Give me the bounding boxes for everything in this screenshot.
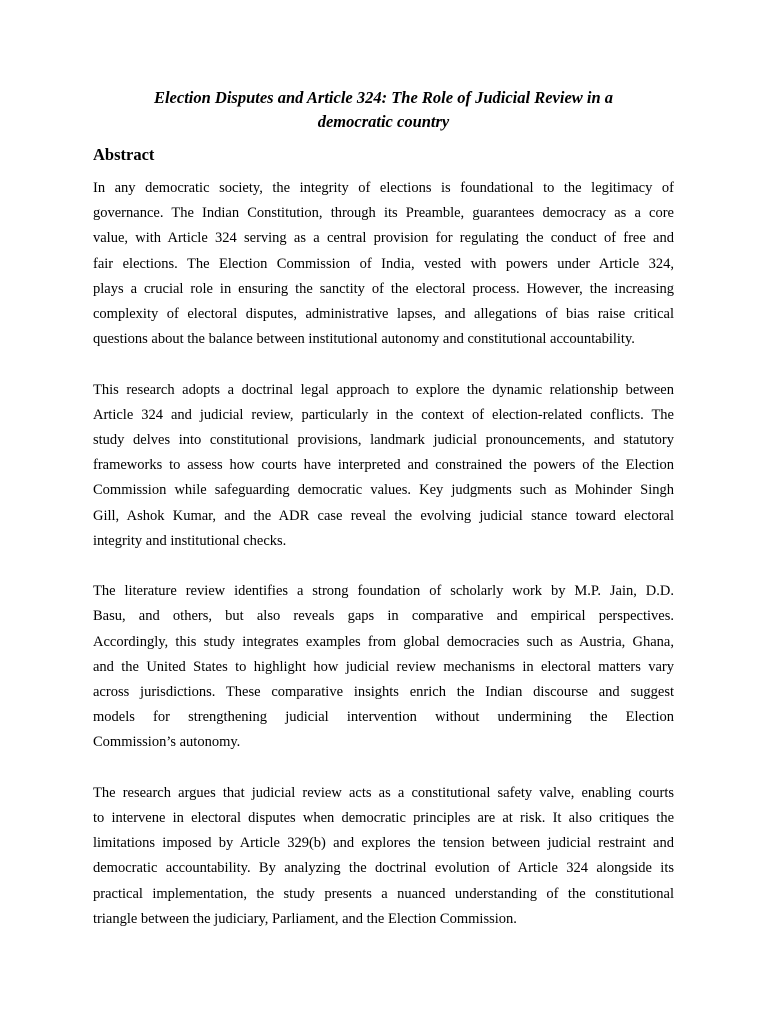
paragraph-line: In any democratic society, the integrity of elections is foundational to the legitimacy of [93, 180, 674, 196]
paragraph-line: fair elections. The Election Commission of India, vested with powers under Article 324, [93, 255, 674, 272]
paragraph-line: frameworks to assess how courts have interpreted and constrained the powers of the Election [93, 457, 674, 474]
paragraph-line: Gill, Ashok Kumar, and the ADR case reveal the evolving judicial stance toward electoral [93, 507, 674, 524]
abstract-body [93, 176, 674, 932]
paragraph-line: This research adopts a doctrinal legal approach to explore the dynamic relationship between [93, 381, 674, 398]
paragraph-line: Commission while safeguarding democratic values. Key judgments such as Mohinder Singh [93, 482, 674, 499]
paragraph-line: Commission’s autonomy. [93, 734, 241, 751]
paragraph-line: The research argues that judicial review acts as a constitutional safety valve, enabling courts [93, 784, 674, 801]
paragraph-line: questions about the balance between institutional autonomy and constitutional accountability. [93, 331, 635, 348]
paragraph-line: limitations imposed by Article 329(b) and explores the tension between judicial restraint and [93, 835, 674, 852]
paragraph-line: to intervene in electoral disputes when democratic principles are at risk. It also critiques the [93, 810, 674, 827]
document-page [93, 86, 674, 932]
abstract-heading: Abstract [93, 145, 155, 164]
paragraph-line: models for strengthening judicial intervention without undermining the Election [93, 709, 674, 726]
paragraph-line: Basu, and others, but also reveals gaps in comparative and empirical perspectives. [93, 608, 674, 625]
title-line-2: democratic country [317, 112, 450, 131]
abstract-paragraph-2 [93, 378, 674, 554]
document-title [93, 86, 674, 134]
paragraph-line: Accordingly, this study integrates examples from global democracies such as Austria, Ghana, [93, 633, 674, 650]
paragraph-line: practical implementation, the study presents a nuanced understanding of the constitutional [93, 885, 674, 902]
abstract-paragraph-1 [93, 176, 674, 352]
paragraph-line: plays a crucial role in ensuring the sanctity of the electoral process. However, the increasing [93, 280, 674, 297]
paragraph-line: complexity of electoral disputes, administrative lapses, and allegations of bias raise critical [93, 306, 674, 323]
paragraph-line: Article 324 and judicial review, particularly in the context of election-related conflicts. The [93, 406, 674, 423]
paragraph-line: study delves into constitutional provisions, landmark judicial pronouncements, and statutory [93, 432, 674, 449]
abstract-paragraph-3 [93, 579, 674, 755]
paragraph-line: value, with Article 324 serving as a central provision for regulating the conduct of free and [93, 230, 674, 247]
paragraph-line: The literature review identifies a strong foundation of scholarly work by M.P. Jain, D.D. [93, 583, 674, 600]
paragraph-line: governance. The Indian Constitution, through its Preamble, guarantees democracy as a core [93, 205, 674, 222]
abstract-paragraph-4 [93, 781, 674, 932]
paragraph-line: triangle between the judiciary, Parliament, and the Election Commission. [93, 910, 517, 927]
paragraph-line: across jurisdictions. These comparative insights enrich the Indian discourse and suggest [93, 684, 674, 701]
paragraph-line: democratic accountability. By analyzing the doctrinal evolution of Article 324 alongside its [93, 860, 674, 877]
paragraph-line: and the United States to highlight how judicial review mechanisms in electoral matters vary [93, 658, 674, 675]
title-line-1: Election Disputes and Article 324: The Role of Judicial Review in a [153, 88, 614, 107]
paragraph-line: integrity and institutional checks. [93, 532, 287, 549]
